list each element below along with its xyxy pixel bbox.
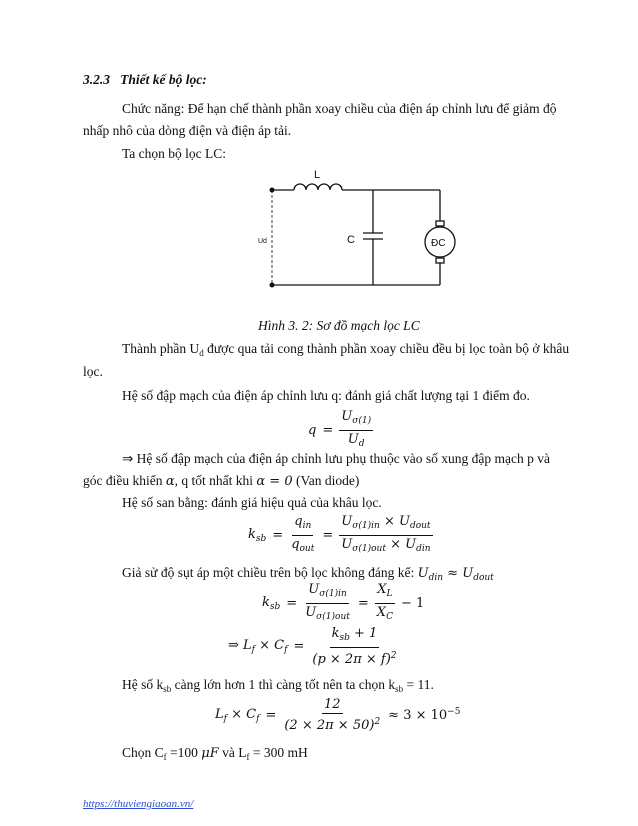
- eq-lhs: $k_{sb}$: [262, 595, 281, 612]
- eq-tail: − 1: [400, 596, 425, 611]
- figure-caption: Hình 3. 2: Sơ đồ mạch lọc LC: [258, 318, 420, 333]
- section-number: 3.2.3: [83, 72, 110, 87]
- paragraph-assumption: Giả sử độ sụt áp một chiều trên bộ lọc không đáng kể: $U_{din} \approx U_{dout}$: [122, 565, 494, 583]
- terminal-dot-bottom: [270, 283, 275, 288]
- inductor-label: L: [314, 169, 321, 181]
- eq-equals: =: [322, 423, 334, 438]
- paragraph-function-line1: Chức năng: Để hạn chế thành phần xoay chiều của điện áp chỉnh lưu để giảm độ: [122, 101, 557, 116]
- subscript: d: [199, 348, 204, 358]
- paragraph-ksb-choice: Hệ số $k_{sb}$ càng lớn hơn 1 thì càng tốt nên ta chọn $k_{sb} = 11$.: [122, 677, 434, 694]
- capacitor-label: C: [347, 234, 355, 246]
- paragraph-ud-line1: [122, 341, 569, 361]
- eq-fraction: [339, 409, 373, 452]
- paragraph-smoothing-factor: Hệ số san bằng: đánh giá hiệu quả của khâu lọc.: [122, 495, 382, 510]
- eq-lhs: q: [308, 423, 317, 438]
- equation-q: [308, 409, 373, 452]
- paragraph-ripple-factor: Hệ số đập mạch của điện áp chỉnh lưu q: đánh giá chất lượng tại 1 điểm đo.: [122, 388, 530, 403]
- ud-label: Ud: [258, 238, 267, 245]
- eq-fraction: $\frac{12}{(2 \times 2\pi \times 50)^2}$: [284, 697, 381, 733]
- equation-lc: ⇒ $L_f \times C_f$ = $\frac{k_{sb} + 1}{(p \times 2\pi \times f)^2}$: [228, 626, 397, 667]
- section-heading: [83, 72, 207, 88]
- eq-fraction-x: $\frac{X_L}{X_C}$: [376, 582, 393, 622]
- eq-fraction-u: $\frac{U_{\sigma(1)in}}{U_{\sigma(1)out}}$: [305, 582, 350, 622]
- eq-fraction-u: $\frac{U_{\sigma(1)in} \times U_{dout}}{U_{\sigma(1)out} \times U_{din}}$: [341, 514, 431, 554]
- paragraph-ripple-dependency-line2: góc điều khiển α, q tốt nhất khi α = 0 (Van diode): [83, 473, 360, 489]
- text-segment: Thành phần U: [122, 341, 200, 356]
- eq-lhs: ⇒ $L_f \times C_f$: [228, 638, 288, 655]
- motor-brush-bottom: [436, 258, 444, 263]
- paragraph-ud-line2: lọc.: [83, 364, 103, 379]
- eq-numerator: $U_{\sigma(1)}$: [339, 409, 373, 431]
- section-title: Thiết kế bộ lọc:: [120, 72, 207, 87]
- eq-denominator: $U_d$: [347, 432, 365, 449]
- paragraph-function-line2: nhấp nhô của dòng điện và điện áp tải.: [83, 123, 292, 138]
- motor-label: ĐC: [431, 238, 446, 249]
- eq-fraction-q: $\frac{q_{in}}{q_{out}}$: [291, 514, 315, 554]
- paragraph-ripple-dependency-line1: ⇒ Hệ số đập mạch của điện áp chỉnh lưu phụ thuộc vào số xung đập mạch p và: [122, 451, 551, 466]
- paragraph-choose-filter: Ta chọn bộ lọc LC:: [122, 146, 227, 161]
- eq-lhs: $L_f \times C_f$: [215, 706, 260, 724]
- eq-fraction: $\frac{k_{sb} + 1}{(p \times 2\pi \times f)^2}$: [312, 626, 397, 667]
- lc-filter-circuit: [250, 165, 470, 300]
- text-segment: được qua tải cong thành phần xoay chiều đều bị lọc toàn bộ ở khâu: [203, 341, 570, 356]
- motor-brush-top: [436, 221, 444, 226]
- inductor-symbol: [294, 184, 342, 190]
- equation-ksb-1: $k_{sb}$ = $\frac{q_{in}}{q_{out}}$ = $\frac{U_{\sigma(1)in} \times U_{dout}}{U_{\sigma(1)out} \times U_{din}}$: [248, 514, 433, 557]
- equation-ksb-2: $k_{sb}$ = $\frac{U_{\sigma(1)in}}{U_{\sigma(1)out}}$ = $\frac{X_L}{X_C}$ − 1: [262, 582, 430, 625]
- equation-lc-value: $L_f \times C_f$ = $\frac{12}{(2 \times 2\pi \times 50)^2}$ ≈ $3 \times 10^{-5}$: [215, 697, 461, 733]
- terminal-dot-top: [270, 188, 275, 193]
- paragraph-component-values: Chọn $C_f =100$ μF và $L_f = 300$ mH: [122, 745, 308, 762]
- footer-link[interactable]: https://thuviengiaoan.vn/: [83, 798, 194, 810]
- eq-lhs: $k_{sb}$: [248, 527, 267, 544]
